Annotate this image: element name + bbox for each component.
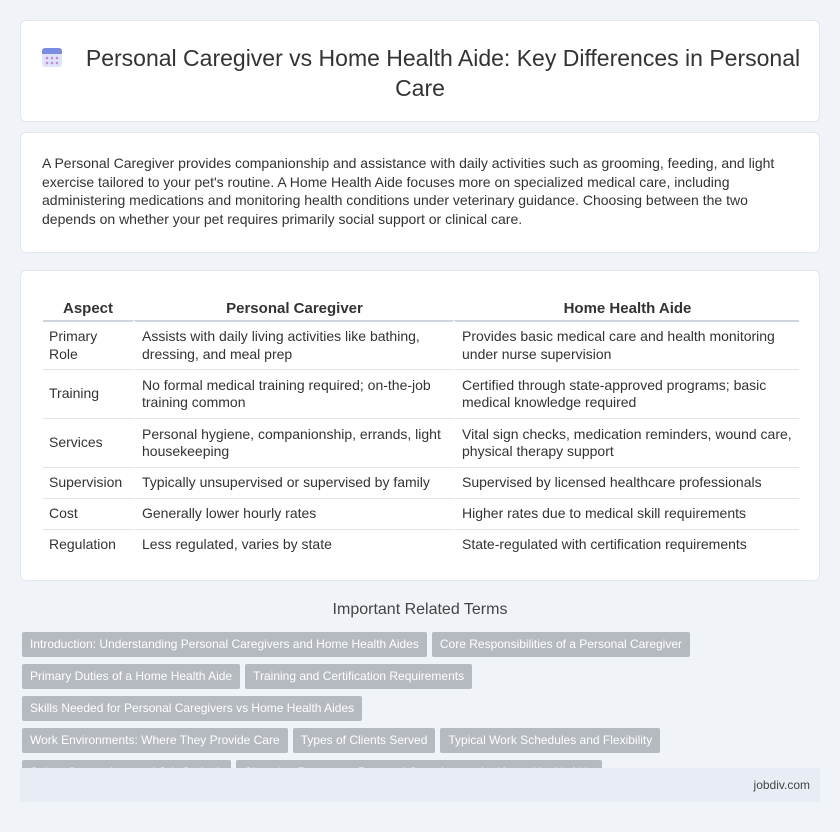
header-personal-caregiver: Personal Caregiver (133, 292, 453, 320)
table-row (43, 369, 799, 418)
related-term-link[interactable]: Skills Needed for Personal Caregivers vs Home Health Aides (22, 696, 362, 721)
home-health-aide-cell: Higher rates due to medical skill requirements (453, 498, 799, 529)
table-row (43, 529, 799, 560)
table-header-row (43, 292, 799, 320)
table-row (43, 498, 799, 529)
home-health-aide-cell: Vital sign checks, medication reminders, wound care, physical therapy support (453, 418, 799, 467)
intro-paragraph: A Personal Caregiver provides companionship and assistance with daily activities such as grooming, feeding, and light exercise tailored to your pet's routine. A Home Health Aide focuses more on specialized medical care, including administering medications and monitoring health conditions under veterinary guidance. Choosing between the two depends on whether your pet requires primarily social support or clinical care. (42, 155, 775, 227)
page-title-wrap (21, 43, 819, 103)
home-health-aide-cell: State-regulated with certification requirements (453, 529, 799, 560)
home-health-aide-cell: Supervised by licensed healthcare professionals (453, 467, 799, 498)
header-aspect: Aspect (62, 300, 114, 317)
related-term-link[interactable]: Work Environments: Where They Provide Care (22, 728, 288, 753)
table-row (43, 320, 799, 369)
related-terms-title: Important Related Terms (332, 601, 508, 618)
table-row (43, 418, 799, 467)
personal-caregiver-cell: Less regulated, varies by state (133, 529, 453, 560)
calendar-icon (40, 45, 64, 69)
related-term-link[interactable]: Primary Duties of a Home Health Aide (22, 664, 240, 689)
aspect-cell: Training (43, 369, 133, 418)
related-term-link[interactable]: Typical Work Schedules and Flexibility (440, 728, 660, 753)
aspect-cell: Services (43, 418, 133, 467)
home-health-aide-cell: Certified through state-approved programs; basic medical knowledge required (453, 369, 799, 418)
related-term-link[interactable]: Training and Certification Requirements (245, 664, 472, 689)
related-term-link[interactable]: Core Responsibilities of a Personal Caregiver (432, 632, 690, 657)
aspect-cell: Cost (43, 498, 133, 529)
personal-caregiver-cell: Assists with daily living activities like bathing, dressing, and meal prep (133, 320, 453, 369)
related-term-link[interactable]: Types of Clients Served (293, 728, 436, 753)
aspect-cell: Regulation (43, 529, 133, 560)
intro-card (20, 132, 820, 253)
home-health-aide-cell: Provides basic medical care and health monitoring under nurse supervision (453, 320, 799, 369)
comparison-table (43, 292, 799, 560)
header-card (20, 20, 820, 122)
personal-caregiver-cell: Generally lower hourly rates (133, 498, 453, 529)
personal-caregiver-cell: No formal medical training required; on-the-job training common (133, 369, 453, 418)
personal-caregiver-cell: Typically unsupervised or supervised by family (133, 467, 453, 498)
header-home-health-aide: Home Health Aide (453, 292, 799, 320)
footer-bar (20, 768, 820, 802)
aspect-cell: Primary Role (43, 320, 133, 369)
footer-site-link[interactable]: jobdiv.com (753, 778, 810, 792)
comparison-card (20, 270, 820, 581)
page-title: Personal Caregiver vs Home Health Aide: Key Differences in Personal Care (85, 45, 801, 101)
personal-caregiver-cell: Personal hygiene, companionship, errands, light housekeeping (133, 418, 453, 467)
related-term-link[interactable]: Introduction: Understanding Personal Caregivers and Home Health Aides (22, 632, 427, 657)
aspect-cell: Supervision (43, 467, 133, 498)
table-row (43, 467, 799, 498)
